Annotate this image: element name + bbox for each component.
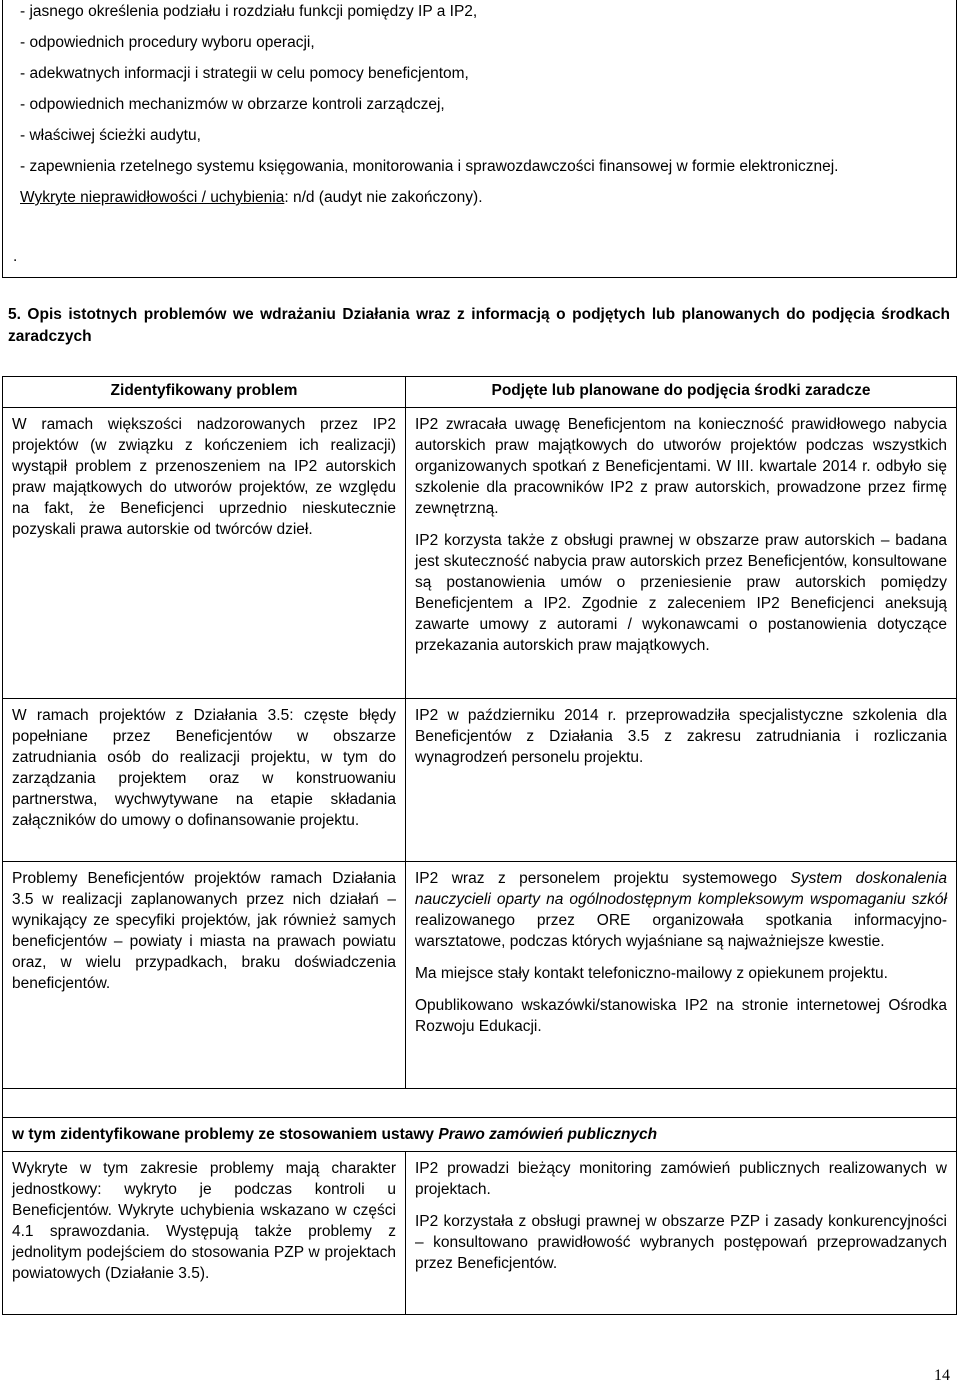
table-row xyxy=(3,1152,957,1315)
cell-text: Wykryte w tym zakresie problemy mają charakter jednostkowy: wykryto je podczas kontroli u Beneficjentów. Wykryte uchybienia wskazano w części 4.1 sprawozdania. Występują także problemy z jednolitym podejściem do stosowania PZP w projektach powiatowych (Działanie 3.5). xyxy=(12,1160,396,1282)
cell-text: W ramach projektów z Działania 3.5: częste błędy popełniane przez Beneficjentów w obszarze zatrudniania osób do realizacji projektu, w tym do zarządzania projektem oraz w konstruowaniu partnerstwa, wychwytywane na etapie składania załączników do umowy o dofinansowanie projektu. xyxy=(12,707,396,829)
cell-text: Opublikowano wskazówki/stanowiska IP2 na stronie internetowej Ośrodka Rozwoju Edukacji. xyxy=(415,997,947,1035)
cell-text: W ramach większości nadzorowanych przez IP2 projektów (w związku z kończeniem ich realizacji) wystąpił problem z przenoszeniem na IP2 autorskich praw majątkowych do utworów projektów, ze względu na fakt, że Beneficjenci uprzednio nieskutecznie pozyskali prawa autorskie od twórców dzieł. xyxy=(12,416,396,538)
table-row xyxy=(3,699,957,862)
list-item: - adekwatnych informacji i strategii w celu pomocy beneficjentom, xyxy=(20,65,469,82)
cell-text xyxy=(415,868,947,952)
empty-cell xyxy=(3,1089,957,1118)
law-title: Prawo zamówień publicznych xyxy=(438,1126,658,1143)
cell-text: IP2 korzystała z obsługi prawnej w obszarze PZP i zasady konkurencyjności – konsultowano prawidłowość wybranych postępowań przeprowadzanych przez Beneficjentów. xyxy=(415,1213,947,1272)
problems-table xyxy=(2,376,957,1315)
table-header-row xyxy=(3,377,957,408)
cell-text: IP2 korzysta także z obsługi prawnej w obszarze praw autorskich – badana jest skuteczność nabycia praw autorskich przez Beneficjentów, konsultowane są postanowienia umów o przeniesienie praw autorskich pomiędzy Beneficjentem a IP2. Zgodnie z zaleceniem IP2 Beneficjenci aneksują zawarte umowy z autorami / wykonawcami o postanowienia dotyczące przekazania autorskich praw majątkowych. xyxy=(415,532,947,654)
list-item: - zapewnienia rzetelnego systemu księgowania, monitorowania i sprawozdawczości finansowej w formie elektronicznej. xyxy=(20,158,839,175)
findings-value: : n/d (audyt nie zakończony). xyxy=(284,189,483,206)
list-item: - jasnego określenia podziału i rozdziału funkcji pomiędzy IP a IP2, xyxy=(20,3,478,20)
text-run: IP2 wraz z personelem projektu systemowego xyxy=(415,870,791,887)
measures-cell xyxy=(406,1152,957,1315)
cell-text: Ma miejsce stały kontakt telefoniczno-mailowy z opiekunem projektu. xyxy=(415,965,888,982)
list-item: - odpowiednich procedury wyboru operacji, xyxy=(20,34,315,51)
problem-cell xyxy=(3,699,406,862)
section-heading: 5. Opis istotnych problemów we wdrażaniu Działania wraz z informacją o podjętych lub planowanych do podjęcia środkach zaradczych xyxy=(8,306,950,345)
measures-cell xyxy=(406,408,957,699)
pzp-heading-row xyxy=(3,1118,957,1152)
table-row xyxy=(3,408,957,699)
audit-scope-list xyxy=(20,2,952,219)
trailing-dot: . xyxy=(13,248,18,265)
page-number: 14 xyxy=(934,1367,950,1384)
text-run: realizowanego przez ORE organizowała spotkania informacyjno-warsztatowe, podczas których wyjaśniane są najważniejsze kwestie. xyxy=(415,912,947,950)
findings-line xyxy=(20,188,952,208)
problem-cell xyxy=(3,862,406,1089)
measures-cell xyxy=(406,699,957,862)
list-item: - właściwej ścieżki audytu, xyxy=(20,127,201,144)
spacer-row xyxy=(3,1089,957,1118)
pzp-heading xyxy=(3,1118,957,1152)
measures-cell xyxy=(406,862,957,1089)
column-header-problem: Zidentyfikowany problem xyxy=(3,377,406,408)
table-row xyxy=(3,862,957,1089)
findings-label: Wykryte nieprawidłowości / uchybienia xyxy=(20,189,285,206)
text-run: w tym zidentyfikowane problemy ze stosowaniem ustawy xyxy=(12,1126,439,1143)
cell-text: Problemy Beneficjentów projektów ramach Działania 3.5 w realizacji zaplanowanych przez nich działań – wynikający ze specyfiki projektów, jak również samych beneficjentów – powiaty i miasta na prawach powiatu oraz, w wielu przypadkach, braku doświadczenia beneficjentów. xyxy=(12,870,396,992)
cell-text: IP2 prowadzi bieżący monitoring zamówień publicznych realizowanych w projektach. xyxy=(415,1160,947,1198)
column-header-measures: Podjęte lub planowane do podjęcia środki zaradcze xyxy=(406,377,957,408)
cell-text: IP2 w październiku 2014 r. przeprowadziła specjalistyczne szkolenia dla Beneficjentów z Działania 3.5 z zakresu zatrudniania i rozliczania wynagrodzeń personelu projektu. xyxy=(415,707,947,766)
cell-text: IP2 zwracała uwagę Beneficjentom na konieczność prawidłowego nabycia autorskich praw majątkowych do utworów projektów podczas wszystkich organizowanych spotkań z Beneficjentami. W III. kwartale 2014 r. odbyło się szkolenie dla pracowników IP2 z praw autorskich, prowadzone przez firmę zewnętrzną. xyxy=(415,416,947,517)
problem-cell xyxy=(3,408,406,699)
project-title: System doskonalenia nauczycieli oparty na ogólnodostępnym kompleksowym wspomaganiu szkół xyxy=(415,870,947,908)
problem-cell xyxy=(3,1152,406,1315)
audit-scope-box xyxy=(2,0,957,278)
list-item: - odpowiednich mechanizmów w obrzarze kontroli zarządczej, xyxy=(20,96,445,113)
